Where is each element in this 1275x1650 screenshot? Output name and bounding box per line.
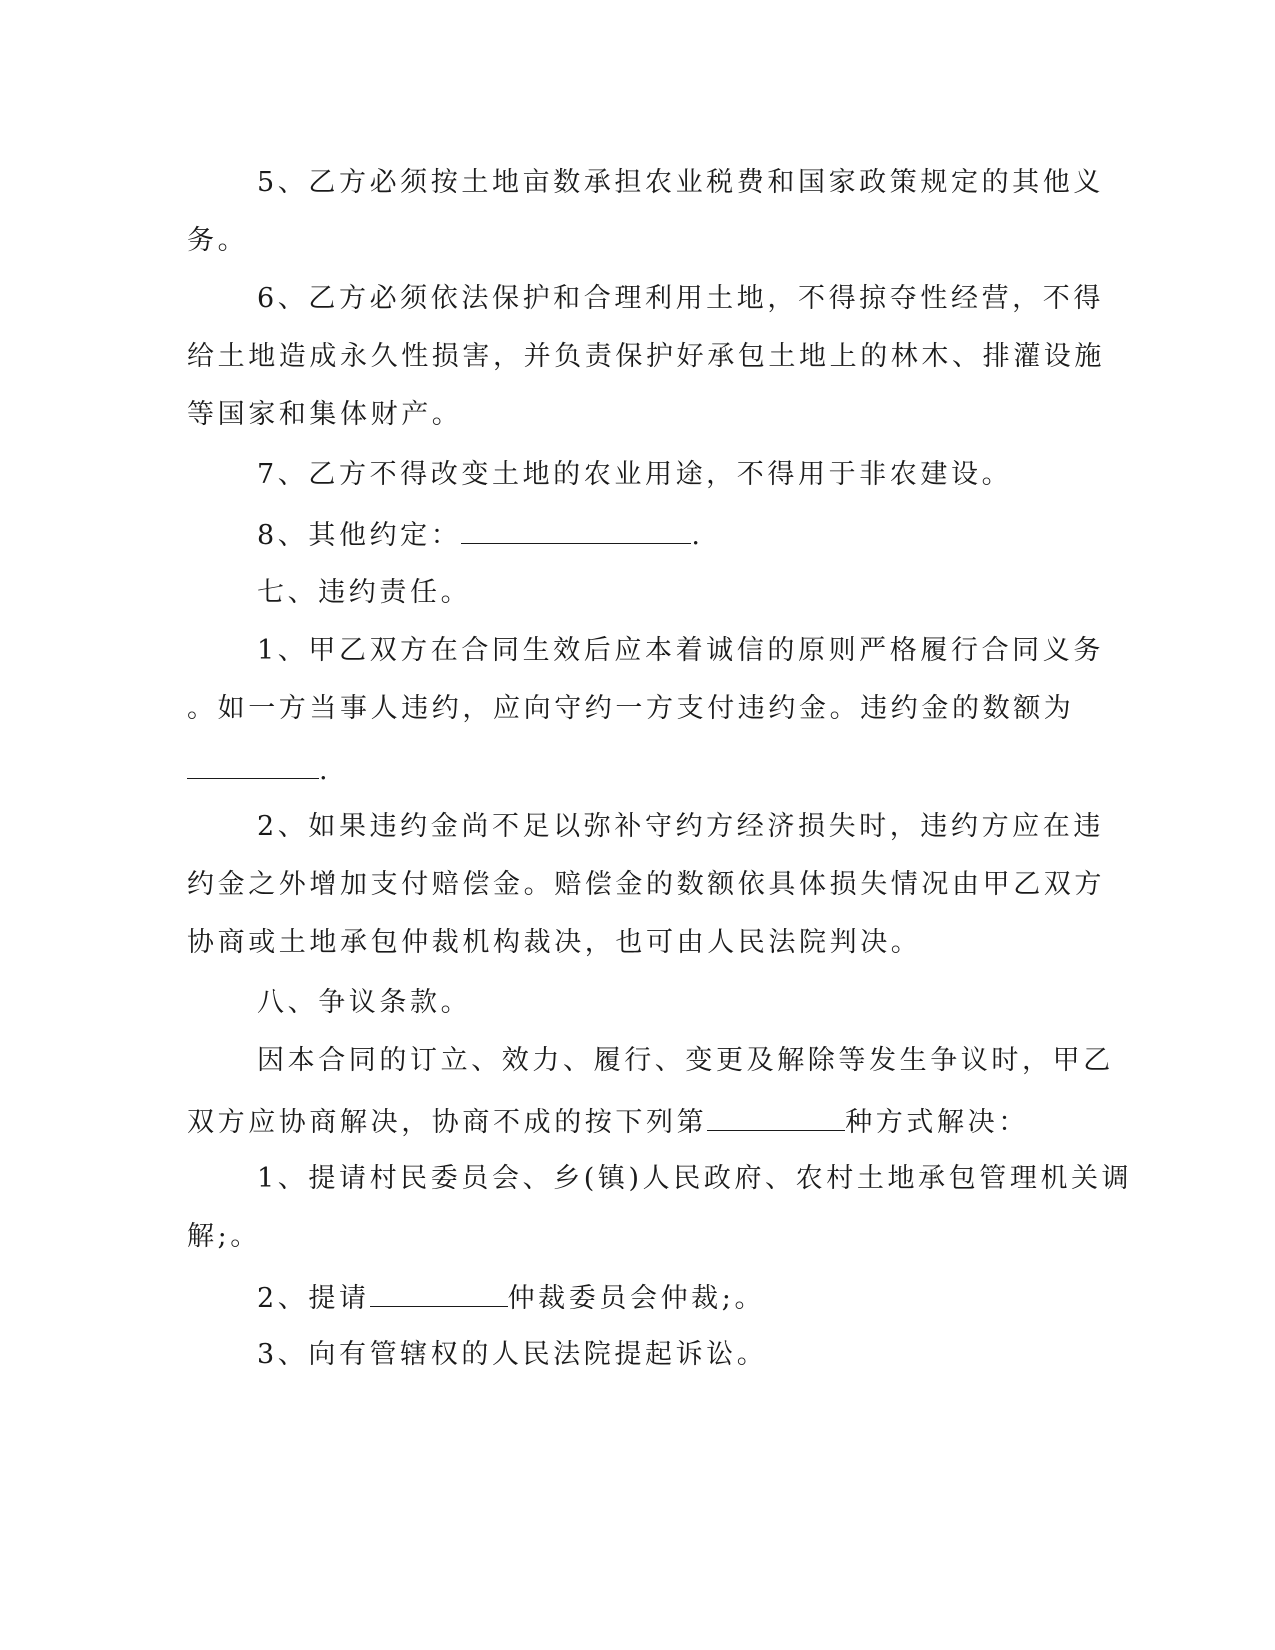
clause-5-line-2: 务。 <box>187 225 249 256</box>
clause-8-line <box>257 517 700 553</box>
penalty-amount-blank <box>187 752 319 779</box>
dispute-line-2-prefix: 双方应协商解决，协商不成的按下列第 <box>187 1107 708 1138</box>
breach-1-line-2: 。如一方当事人违约，应向守约一方支付违约金。违约金的数额为 <box>187 693 1075 724</box>
other-agreement-blank <box>461 517 691 544</box>
section-8-heading: 八、争议条款。 <box>257 987 472 1018</box>
arbitration-committee-blank <box>370 1280 508 1307</box>
breach-1-line-3 <box>187 752 328 788</box>
dispute-option-3: 3、向有管辖权的人民法院提起诉讼。 <box>257 1339 768 1370</box>
dispute-option-2-suffix: 仲裁委员会仲裁;。 <box>507 1283 766 1314</box>
resolution-method-blank <box>707 1104 845 1131</box>
dispute-option-1-line-2: 解;。 <box>187 1221 261 1252</box>
dispute-line-2-suffix: 种方式解决： <box>845 1107 1029 1138</box>
clause-8-label: 8、其他约定： <box>257 520 462 551</box>
clause-5-line-1: 5、乙方必须按土地亩数承担农业税费和国家政策规定的其他义 <box>257 167 1104 198</box>
clause-8-period: . <box>691 520 700 551</box>
breach-1-line-1: 1、甲乙双方在合同生效后应本着诚信的原则严格履行合同义务 <box>257 635 1104 666</box>
breach-2-line-2: 约金之外增加支付赔偿金。赔偿金的数额依具体损失情况由甲乙双方 <box>187 869 1105 900</box>
section-7-heading: 七、违约责任。 <box>257 577 472 608</box>
breach-1-period: . <box>319 755 328 786</box>
clause-7-line: 7、乙方不得改变土地的农业用途，不得用于非农建设。 <box>257 459 1013 490</box>
dispute-option-1-line-1: 1、提请村民委员会、乡(镇)人民政府、农村土地承包管理机关调 <box>257 1163 1133 1194</box>
clause-6-line-3: 等国家和集体财产。 <box>187 399 463 430</box>
breach-2-line-1: 2、如果违约金尚不足以弥补守约方经济损失时，违约方应在违 <box>257 811 1104 842</box>
dispute-option-2-prefix: 2、提请 <box>257 1283 370 1314</box>
clause-6-line-1: 6、乙方必须依法保护和合理利用土地，不得掠夺性经营，不得 <box>257 283 1104 314</box>
dispute-option-2 <box>257 1280 765 1316</box>
clause-6-line-2: 给土地造成永久性损害，并负责保护好承包土地上的林木、排灌设施 <box>187 341 1105 372</box>
breach-2-line-3: 协商或土地承包仲裁机构裁决，也可由人民法院判决。 <box>187 927 922 958</box>
dispute-line-2 <box>187 1104 1029 1140</box>
dispute-line-1: 因本合同的订立、效力、履行、变更及解除等发生争议时，甲乙 <box>257 1045 1114 1076</box>
